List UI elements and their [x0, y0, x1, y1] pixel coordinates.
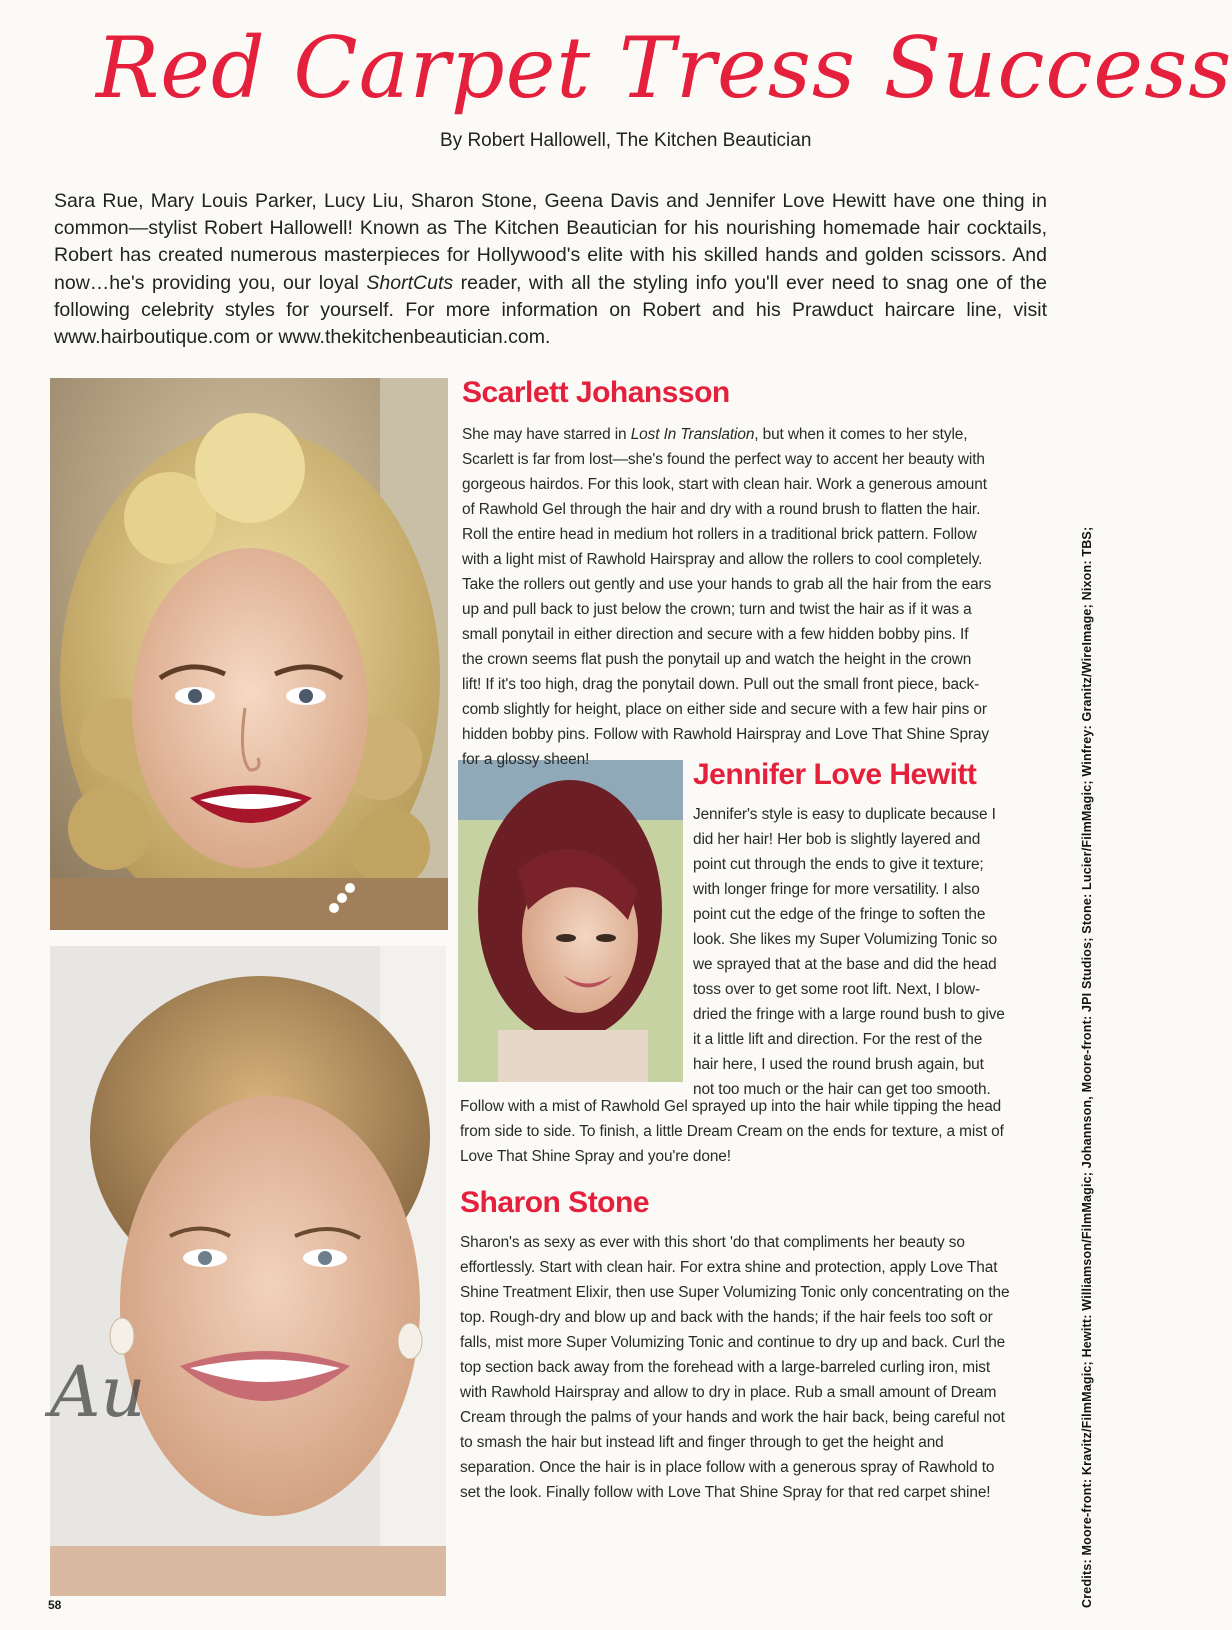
- intro-text: Sara Rue, Mary Louis Parker, Lucy Liu, Sharon Stone, Geena Davis and Jennifer Love Hewitt have one thing in common—stylist Robert Hallowell! Known as The Kitchen Beautician for his nourishing homemade hair cocktails, Robert has created numerous masterpieces for Hollywood's elite with his skilled hands and golden scissors. And now…he's providing you, our loyal: [54, 190, 1047, 294]
- scarlett-heading: Scarlett Johansson: [462, 376, 730, 409]
- intro-text-end: reader, with all the styling info you'll ever need to snag one of the following celebrity styles for yourself. For more information on Robert and his Prawduct haircare line, visit www.hairboutique.com or www.thekitchenbeautician.com.: [54, 271, 1047, 349]
- scarlett-johansson-photo: [50, 378, 448, 930]
- jennifer-love-hewitt-photo: [458, 760, 683, 1082]
- jennifer-heading: Jennifer Love Hewitt: [693, 758, 977, 791]
- sharon-heading: Sharon Stone: [460, 1186, 650, 1219]
- page-number: 58: [48, 1598, 62, 1612]
- film-title: Lost In Translation: [630, 426, 755, 443]
- scarlett-body-start: She may have starred in: [462, 426, 631, 443]
- svg-text:Au: Au: [50, 1351, 146, 1433]
- photo-credits: Credits: Moore-front: Kravitz/FilmMagic; Hewitt: Williamson/FilmMagic; Johannson, Moore-front: JPI Studios; Stone: Lucier/FilmMagic; Winfrey: Granitz/WireImage; Nixon: TBS;: [1080, 526, 1094, 1608]
- article-title: Red Carpet Tress Success: [96, 19, 1232, 117]
- sharon-stone-photo: [50, 946, 446, 1596]
- jennifer-body: Jennifer's style is easy to duplicate because I did her hair! Her bob is slightly layered and point cut through the ends to give it texture; with longer fringe for more versatility. I also point cut the edge of the fringe to soften the look. She likes my Super Volumizing Tonic so we sprayed that at the base and did the head toss over to get some root lift. Next, I blow-dried the fringe with a large round bush to give it a little lift and direction. For the rest of the hair here, I used the round brush again, but not too much or the hair can get too smooth.: [693, 806, 1005, 1098]
- magazine-name: ShortCuts: [366, 271, 454, 294]
- byline: By Robert Hallowell, The Kitchen Beautician: [440, 130, 812, 151]
- intro-paragraph: [54, 188, 1047, 351]
- scarlett-body-rest: , but when it comes to her style, Scarlett is far from lost—she's found the perfect way to accent her beauty with gorgeous hairdos. For this look, start with clean hair. Work a generous amount of Rawhold Gel through the hair and dry with a round brush to flatten the hair. Roll the entire head in medium hot rollers in a traditional brick pattern. Follow with a light mist of Rawhold Hairspray and allow the rollers to cool completely. Take the rollers out gently and use your hands to grab all the hair from the ears up and pull back to just below the crown; turn and twist the hair as if it was a small ponytail in either direction and secure with a few hidden bobby pins. If the crown seems flat push the ponytail up and watch the height in the crown lift! If it's too high, drag the ponytail down. Pull out the small front piece, back-comb slightly for height, place on either side and secure with a few hair pins or hidden bobby pins. Follow with Rawhold Hairspray and Love That Shine Spray for a glossy sheen!: [462, 426, 992, 768]
- jennifer-body-continued: Follow with a mist of Rawhold Gel sprayed up into the hair while tipping the head from side to side. To finish, a little Dream Cream on the ends for texture, a mist of Love That Shine Spray and you're done!: [460, 1098, 1004, 1165]
- scarlett-body: [462, 422, 992, 772]
- sharon-body: Sharon's as sexy as ever with this short 'do that compliments her beauty so effortlessly. Start with clean hair. For extra shine and protection, apply Love That Shine Treatment Elixir, then use Super Volumizing Tonic only concentrating on the top. Rough-dry and blow up and back with the hands; if the hair feels too soft or falls, mist more Super Volumizing Tonic and continue to dry up and back. Curl the top section back away from the forehead with a large-barreled curling iron, mist with Rawhold Hairspray and allow to dry in place. Rub a small amount of Dream Cream through the palms of your hands and work the hair back, being careful not to smash the hair but instead lift and finger through to get the height and separation. Once the hair is in place follow with a generous spray of Rawhold to set the look. Finally follow with Love That Shine Spray for that red carpet shine!: [460, 1234, 1010, 1501]
